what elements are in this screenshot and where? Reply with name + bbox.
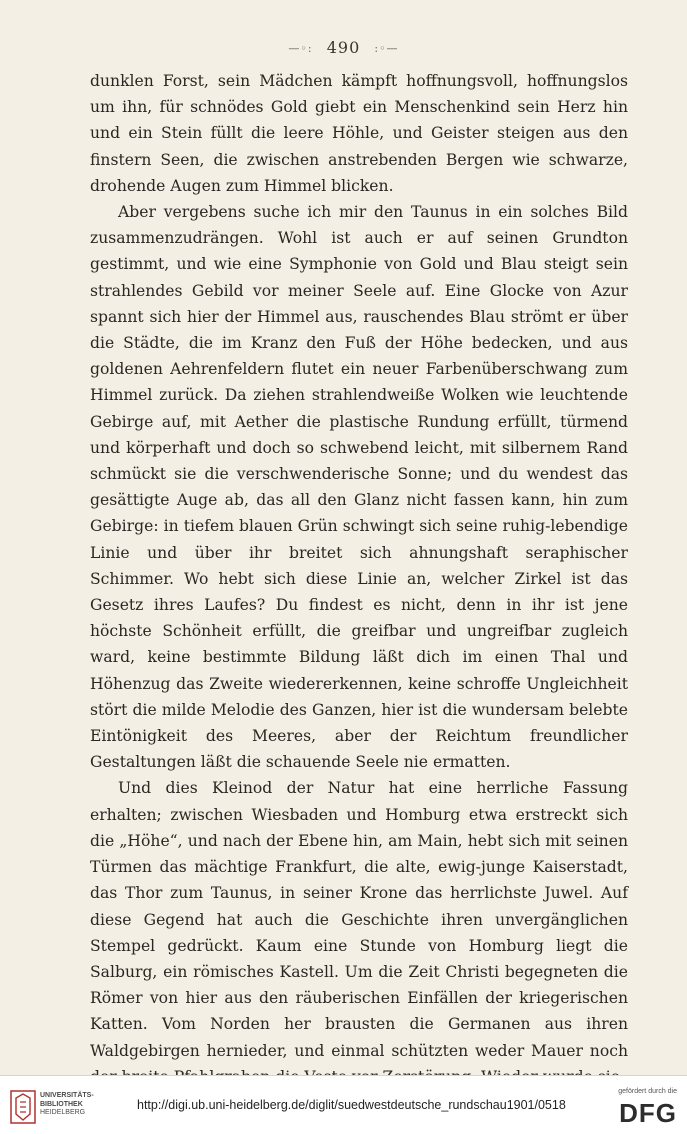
page-number: 490 xyxy=(326,38,361,57)
dfg-logo: DFG xyxy=(619,1098,677,1128)
paragraph: Aber vergebens suche ich mir den Taunus in ein solches Bild zusammenzudrängen. Wohl ist auch er auf seinen Grundton gestimmt, und wie eine Symphonie von Gold und Blau steigt sein strahlendes Gebild vor meiner Seele auf. Eine Glocke von Azur spannt sich hier der Himmel aus, rauschendes Blau strömt er über die Städte, die im Kranz den Fuß der Höhe bedecken, und aus goldenen Aehrenfeldern flutet ein neuer Farbenüberschwang zum Himmel zurück. Da ziehen strahlendweiße Wolken wie leuchtende Gebirge auf, mit Aether die plastische Rundung erfüllt, türmend und körperhaft und doch so schwebend leicht, mit silbernem Rand schmückt sie die verschwenderische Sonne; und du wendest das gesättigte Auge ab, das all den Glanz nicht fassen kann, hin zum Gebirge: in tiefem blauen Grün schwingt sich seine ruhig-lebendige Linie und über ihr breitet sich ahnungshaft seraphischer Schimmer. Wo hebt sich diese Linie an, welcher Zirkel ist das Gesetz ihres Laufes? Du findest es nicht, denn in ihr ist jene höchste Schönheit erfüllt, die greifbar und ungreifbar zugleich ward, keine bestimmte Bildung läßt dich im einen Thal und Höhenzug das Zweite wiedererkennen, keine schroffe Ungleichheit stört die milde Melodie des Ganzen, hier ist die wundersam belebte Eintönigkeit des Meeres, aber der Reichtum freundlicher Gestaltungen läßt die schauende Seele nie ermatten. xyxy=(90,203,628,772)
body-text xyxy=(90,68,628,1090)
university-seal-icon xyxy=(10,1090,36,1124)
library-name-line: UNIVERSITÄTS- xyxy=(40,1092,94,1099)
header-ornament-right: :◦— xyxy=(374,42,399,55)
footer-bar xyxy=(0,1075,687,1134)
header-ornament-left: —◦: xyxy=(288,42,313,55)
library-name xyxy=(40,1092,94,1118)
library-name-line: BIBLIOTHEK xyxy=(40,1100,83,1108)
library-name-line: HEIDELBERG xyxy=(40,1109,86,1116)
source-url[interactable]: http://digi.ub.uni-heidelberg.de/diglit/suedwestdeutsche_rundschau1901/0518 xyxy=(137,1098,566,1112)
page-header xyxy=(0,38,687,57)
paragraph: Und dies Kleinod der Natur hat eine herrliche Fassung erhalten; zwischen Wiesbaden und Homburg etwa erstreckt sich die „Höhe“, und nach der Ebene hin, am Main, hebt sich mit seinen Türmen das mächtige Frankfurt, die alte, ewig-junge Kaiserstadt, das Thor zum Taunus, in seiner Krone das herrlichste Juwel. Auf diese Gegend hat auch die Geschichte ihren unvergänglichen Stempel gedrückt. Kaum eine Stunde von Homburg liegt die Salburg, ein römisches Kastell. Um die Zeit Christi begegneten die Römer von hier aus den räuberischen Einfällen der kriegerischen Katten. Vom Norden her brausten die Germanen aus ihren Waldgebirgen hernieder, und einmal schützten weder Mauer noch xyxy=(90,779,628,1060)
paragraph: dunklen Forst, sein Mädchen kämpft hoffnungsvoll, hoffnungslos um ihn, für schnödes Gold giebt ein Menschenkind sein Herz hin und ein Stein füllt die leere Höhle, und Geister steigen aus den finstern Seen, die zwischen anstrebenden Bergen wie schwarze, drohende Augen zum Himmel blicken. xyxy=(90,72,628,195)
funding-caption: gefördert durch die xyxy=(618,1088,677,1095)
